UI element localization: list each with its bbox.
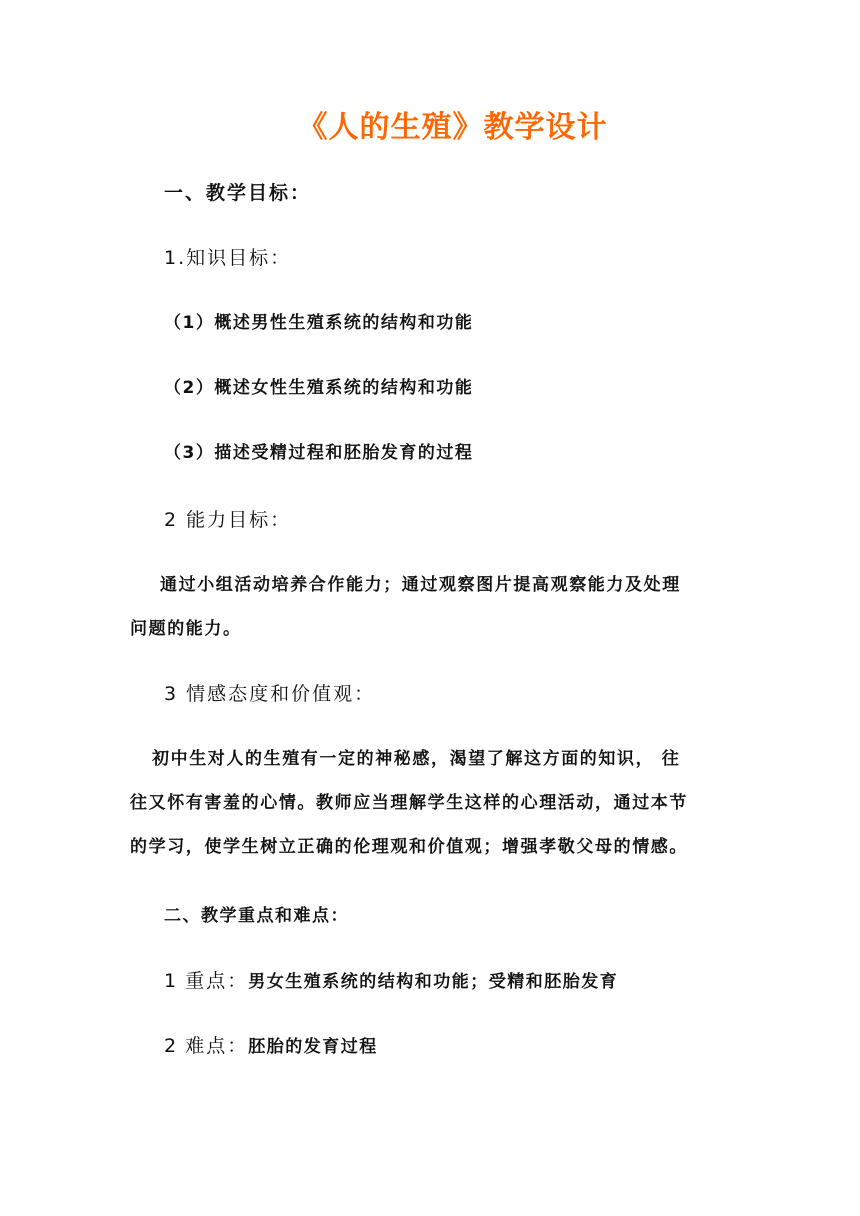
- key-point-text: 男女生殖系统的结构和功能；受精和胚胎发育: [248, 972, 619, 992]
- emotion-paragraph-line-3: 的学习，使学生树立正确的伦理观和价值观；增强孝敬父母的情感。: [130, 837, 688, 857]
- emotion-paragraph-line-2: 往又怀有害羞的心情。教师应当理解学生这样的心理活动，通过本节: [130, 793, 688, 813]
- ability-paragraph-line-1: 通过小组活动培养合作能力；通过观察图片提高观察能力及处理: [160, 575, 681, 595]
- difficult-point-text: 胚胎的发育过程: [248, 1037, 378, 1057]
- knowledge-item-1: （1）概述男性生殖系统的结构和功能: [164, 313, 474, 333]
- document-title: 《人的生殖》教学设计: [297, 110, 608, 145]
- key-point-line: [164, 966, 618, 997]
- knowledge-item-2: （2）概述女性生殖系统的结构和功能: [164, 378, 474, 398]
- difficult-point-line: [164, 1031, 378, 1062]
- emotion-paragraph-line-1: 初中生对人的生殖有一定的神秘感，渴望了解这方面的知识， 往: [152, 749, 681, 769]
- ability-paragraph-line-2: 问题的能力。: [130, 619, 242, 639]
- difficult-point-number: 2: [164, 1035, 177, 1057]
- ability-objectives-heading: 2 能力目标：: [164, 509, 292, 531]
- emotion-objectives-heading: 3 情感态度和价值观：: [164, 683, 376, 705]
- key-point-label: 重点：: [185, 970, 249, 992]
- knowledge-objectives-heading: 1.知识目标：: [164, 247, 292, 269]
- key-point-number: 1: [164, 970, 177, 992]
- knowledge-item-3: （3）描述受精过程和胚胎发育的过程: [164, 443, 474, 463]
- section-heading-key-points: 二、教学重点和难点：: [164, 906, 349, 926]
- section-heading-objectives: 一、教学目标：: [164, 182, 312, 204]
- difficult-point-label: 难点：: [185, 1035, 249, 1057]
